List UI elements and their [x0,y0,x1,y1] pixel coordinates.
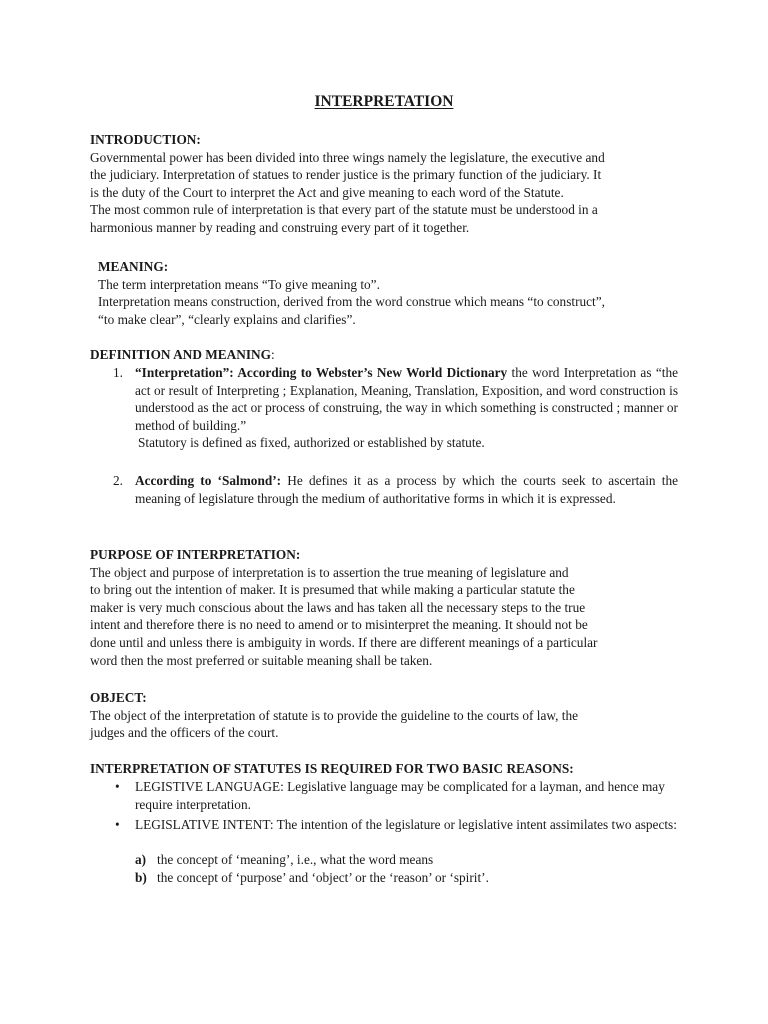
definition-heading: DEFINITION AND MEANING [90,347,272,362]
meaning-line: Interpretation means construction, derived from the word construe which means “to construct”, [98,294,605,310]
purpose-line: done until and unless there is ambiguity in words. If there are different meanings of a particular [90,634,598,650]
definition-heading-colon: : [271,347,275,362]
purpose-section [90,546,678,669]
introduction-line: is the duty of the Court to interpret the Act and give meaning to each word of the Statute. [90,184,564,200]
object-line: The object of the interpretation of statute is to provide the guideline to the courts of law, the [90,707,579,723]
bullet-text: LEGISLATIVE INTENT: The intention of the legislature or legislative intent assimilates two aspects: [135,817,677,832]
item-text: He defines it as a process by which the courts seek to ascertain the meaning of legislature through the medium of authoritative forms in which it is expressed. [135,473,678,506]
item-number: 1. [113,365,123,380]
purpose-line: intent and therefore there is no need to amend or to misinterpret the meaning. It should not be [90,617,588,633]
bullet-icon: • [115,779,120,794]
reasons-heading: INTERPRETATION OF STATUTES IS REQUIRED FOR TWO BASIC REASONS: [90,761,574,776]
sub-item [135,869,678,887]
purpose-line: The object and purpose of interpretation is to assertion the true meaning of legislature and [90,564,569,580]
definition-section [90,346,678,364]
reason-bullet-item [113,816,678,834]
meaning-line: The term interpretation means “To give meaning to”. [98,276,380,292]
item-body [135,364,678,434]
definition-heading-row [90,346,678,364]
purpose-line: to bring out the intention of maker. It is presumed that while making a particular statute the [90,582,575,598]
item-text: the word Interpretation as “the act or result of Interpreting ; Explanation, Meaning, Translation, Exposition, and word construction is understood as the act or process of construing, the way in which something is constructed ; manner or method of building.” [135,365,678,433]
page-title: INTERPRETATION [314,93,454,110]
meaning-line: “to make clear”, “clearly explains and clarifies”. [98,311,356,327]
reason-bullet-item [113,778,678,813]
introduction-heading: INTRODUCTION: [90,132,201,147]
introduction-line: Governmental power has been divided into three wings namely the legislature, the executive and [90,149,605,165]
item-lead: According to ‘Salmond’: [135,473,282,488]
bullet-text: LEGISTIVE LANGUAGE: Legislative language may be complicated for a layman, and hence may require interpretation. [135,779,665,812]
introduction-line: harmonious manner by reading and construing every part of it together. [90,219,470,235]
sub-item-label: b) [135,870,147,885]
meaning-heading: MEANING: [98,259,169,274]
introduction-line: the judiciary. Interpretation of statues to render justice is the primary function of the judiciary. It [90,167,602,183]
object-heading: OBJECT: [90,690,147,705]
purpose-line: maker is very much conscious about the laws and has taken all the necessary steps to the true [90,599,586,615]
sub-item-text: the concept of ‘purpose’ and ‘object’ or the ‘reason’ or ‘spirit’. [157,870,489,885]
bullet-icon: • [115,817,120,832]
item-number: 2. [113,473,123,488]
item-lead: “Interpretation”: According to Webster’s New World Dictionary [135,365,508,380]
reasons-section [90,760,678,778]
item-body [135,472,678,507]
definition-item [113,472,678,507]
purpose-heading: PURPOSE OF INTERPRETATION: [90,547,301,562]
sub-item-text: the concept of ‘meaning’, i.e., what the word means [157,852,434,867]
introduction-line: The most common rule of interpretation is that every part of the statute must be understood in a [90,202,598,218]
purpose-line: word then the most preferred or suitable meaning shall be taken. [90,652,433,668]
sub-item [135,851,678,869]
meaning-section [98,258,678,328]
introduction-section [90,131,678,237]
object-section [90,689,678,742]
definition-item [113,364,678,452]
object-line: judges and the officers of the court. [90,725,279,741]
sub-item-label: a) [135,852,147,867]
item-extra: Statutory is defined as fixed, authorized or established by statute. [138,435,485,451]
